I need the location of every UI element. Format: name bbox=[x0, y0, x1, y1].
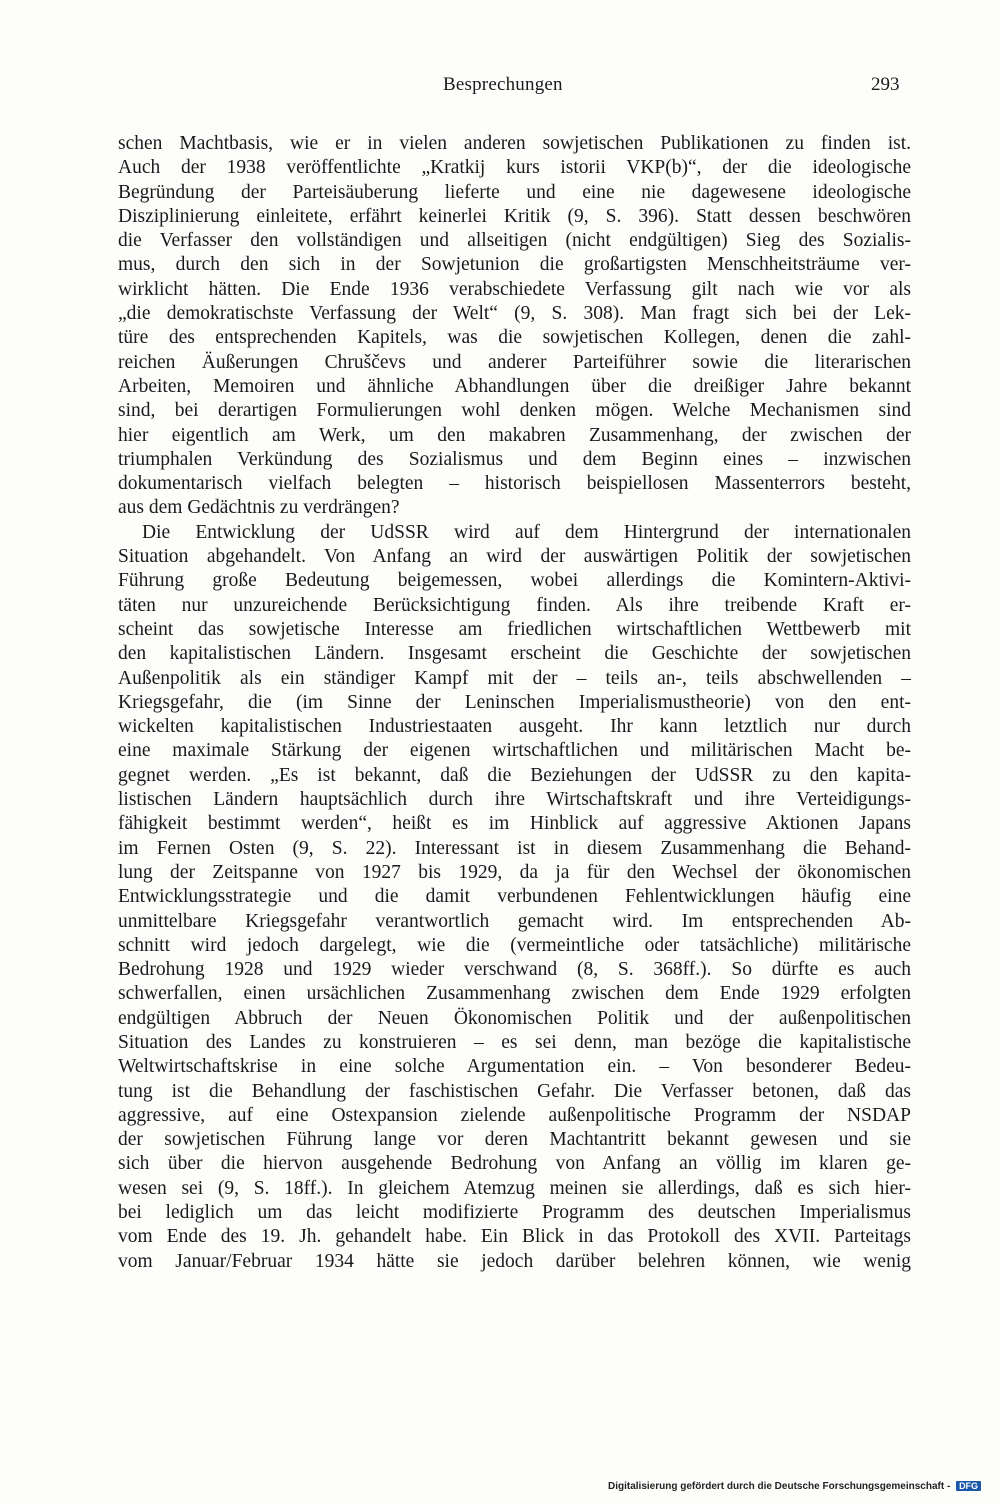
text-line: schen Machtbasis, wie er in vielen anderen sowjetischen Publikationen zu finden ist. bbox=[118, 133, 911, 154]
text-line: Begründung der Parteisäuberung lieferte und eine nie dagewesene ideologische bbox=[118, 181, 911, 203]
text-line: „die demokratischste Verfassung der Welt“ (9, S. 308). Man fragt sich bei der Lek- bbox=[118, 303, 911, 325]
running-head bbox=[0, 74, 1000, 104]
section-title: Besprechungen bbox=[443, 74, 563, 95]
text-line: Arbeiten, Memoiren und ähnliche Abhandlungen über die dreißiger Jahre bekannt bbox=[118, 375, 911, 397]
text-line: eine maximale Stärkung der eigenen wirtschaftlichen und militärischen Macht be- bbox=[118, 740, 911, 762]
text-line: der sowjetischen Führung lange vor deren Machtantritt bekannt gewesen und sie bbox=[118, 1129, 911, 1151]
text-line: die Verfasser den vollständigen und allseitigen (nicht endgültigen) Sieg des Sozialis- bbox=[118, 230, 911, 252]
text-line: tung ist die Behandlung der faschistischen Gefahr. Die Verfasser betonen, daß das bbox=[118, 1080, 911, 1102]
text-line: vom Ende des 19. Jh. gehandelt habe. Ein Blick in das Protokoll des XVII. Parteitags bbox=[118, 1226, 911, 1248]
digitization-note: Digitalisierung gefördert durch die Deutsche Forschungsgemeinschaft - bbox=[608, 1481, 951, 1492]
text-line: Kriegsgefahr, die (im Sinne der Leninschen Imperialismustheorie) von den ent- bbox=[118, 691, 911, 713]
text-line: Weltwirtschaftskrise in eine solche Argumentation ein. – Von besonderer Bedeu- bbox=[118, 1056, 911, 1078]
text-line: aus dem Gedächtnis zu verdrängen? bbox=[118, 497, 400, 519]
text-line: Bedrohung 1928 und 1929 wieder verschwand (8, S. 368ff.). So dürfte es auch bbox=[118, 959, 911, 981]
text-line: im Fernen Osten (9, S. 22). Interessant ist in diesem Zusammenhang die Behand- bbox=[118, 837, 911, 859]
text-line: sich über die hiervon ausgehende Bedrohung von Anfang an völlig im klaren ge- bbox=[118, 1153, 911, 1175]
text-line: gegnet werden. „Es ist bekannt, daß die Beziehungen der UdSSR zu den kapita- bbox=[118, 764, 911, 786]
text-line: Außenpolitik als ein ständiger Kampf mit der – teils an-, teils abschwellenden – bbox=[118, 667, 911, 689]
text-line: endgültigen Abbruch der Neuen Ökonomischen Politik und der außenpolitischen bbox=[118, 1007, 911, 1029]
text-line: Situation abgehandelt. Von Anfang an wird der auswärtigen Politik der sowjetischen bbox=[118, 546, 911, 568]
text-line: hier eigentlich am Werk, um den makabren Zusammenhang, der zwischen der bbox=[118, 424, 911, 446]
text-line: türe des entsprechenden Kapitels, was die sowjetischen Kollegen, denen die zahl- bbox=[118, 327, 911, 349]
text-line: reichen Äußerungen Chruščevs und anderer Parteiführer sowie die literarischen bbox=[118, 351, 911, 373]
text-line: aggressive, auf eine Ostexpansion zielende außenpolitische Programm der NSDAP bbox=[118, 1104, 911, 1126]
text-line: schnitt wird jedoch dargelegt, wie die (vermeintliche oder tatsächliche) militärische bbox=[118, 934, 911, 956]
digitization-footer bbox=[608, 1481, 981, 1492]
text-line: Die Entwicklung der UdSSR wird auf dem Hintergrund der internationalen bbox=[142, 521, 911, 543]
text-line: lung der Zeitspanne von 1927 bis 1929, da ja für den Wechsel der ökonomischen bbox=[118, 861, 911, 883]
text-line: listischen Ländern hauptsächlich durch ihre Wirtschaftskraft und ihre Verteidigungs- bbox=[118, 789, 911, 811]
text-line: wickelten kapitalistischen Industriestaaten ausgeht. Ihr kann letztlich nur durch bbox=[118, 716, 911, 738]
text-line: scheint das sowjetische Interesse am friedlichen wirtschaftlichen Wettbewerb mit bbox=[118, 618, 911, 640]
text-line: Führung große Bedeutung beigemessen, wobei allerdings die Komintern-Aktivi- bbox=[118, 570, 911, 592]
text-line: fähigkeit bestimmt werden“, heißt es im Hinblick auf aggressive Aktionen Japans bbox=[118, 813, 911, 835]
text-line: sind, bei derartigen Formulierungen wohl denken mögen. Welche Mechanismen sind bbox=[118, 400, 911, 422]
text-line: Situation des Landes zu konstruieren – es sei denn, man bezöge die kapitalistische bbox=[118, 1031, 911, 1053]
text-line: schwerfallen, einen ursächlichen Zusammenhang zwischen dem Ende 1929 erfolgten bbox=[118, 983, 911, 1005]
page-number: 293 bbox=[871, 74, 900, 95]
text-line: täten nur unzureichende Berücksichtigung finden. Als ihre treibende Kraft er- bbox=[118, 594, 911, 616]
text-line: Disziplinierung einleitete, erfährt keinerlei Kritik (9, S. 396). Statt dessen beschwören bbox=[118, 205, 911, 227]
body-text bbox=[118, 132, 911, 1274]
text-line: triumphalen Verkündung des Sozialismus und dem Beginn eines – inzwischen bbox=[118, 448, 911, 470]
text-line: wesen sei (9, S. 18ff.). In gleichem Atemzug meinen sie allerdings, daß es sich hier- bbox=[118, 1177, 911, 1199]
text-line: Entwicklungsstrategie und die damit verbundenen Fehlentwicklungen häufig eine bbox=[118, 886, 911, 908]
text-line: mus, durch den sich in der Sowjetunion die großartigsten Menschheitsträume ver- bbox=[118, 254, 911, 276]
text-line: unmittelbare Kriegsgefahr verantwortlich gemacht wird. Im entsprechenden Ab- bbox=[118, 910, 911, 932]
text-line: Auch der 1938 veröffentlichte „Kratkij kurs istorii VKP(b)“, der die ideologische bbox=[118, 157, 911, 179]
text-line: den kapitalistischen Ländern. Insgesamt erscheint die Geschichte der sowjetischen bbox=[118, 643, 911, 665]
text-line: vom Januar/Februar 1934 hätte sie jedoch darüber belehren können, wie wenig bbox=[118, 1250, 911, 1272]
text-line: dokumentarisch vielfach belegten – historisch beispiellosen Massenterrors besteht, bbox=[118, 473, 911, 495]
dfg-logo-icon: DFG bbox=[956, 1481, 981, 1491]
text-line: wirklicht hätten. Die Ende 1936 verabschiedete Verfassung gilt nach wie vor als bbox=[118, 278, 911, 300]
text-line: bei lediglich um das leicht modifizierte Programm des deutschen Imperialismus bbox=[118, 1202, 911, 1224]
